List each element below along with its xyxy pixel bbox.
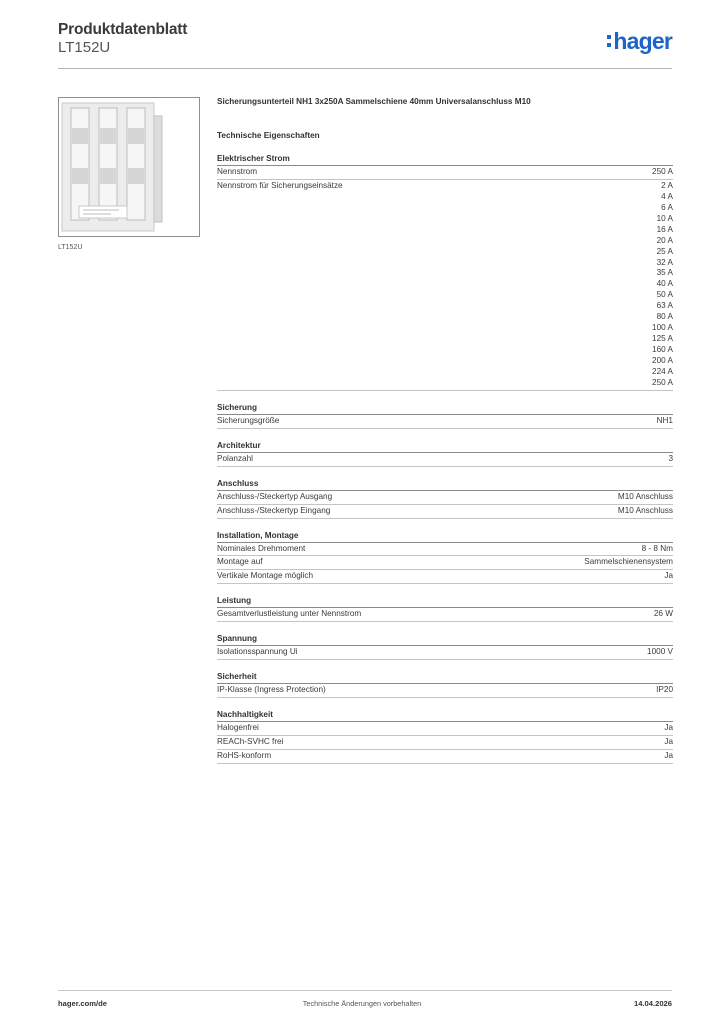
spec-values <box>652 167 673 178</box>
spec-value: 2 A <box>661 180 673 190</box>
spec-value: 26 W <box>653 609 673 619</box>
spec-values <box>652 181 673 389</box>
footer-divider <box>58 990 672 991</box>
spec-value: 16 A <box>656 224 673 234</box>
spec-value: NH1 <box>656 415 673 425</box>
spec-values <box>647 647 673 658</box>
spec-row <box>217 166 673 180</box>
spec-value: 3 <box>668 453 673 463</box>
spec-section <box>217 671 673 698</box>
spec-value: 125 A <box>652 334 673 344</box>
spec-values <box>656 685 673 696</box>
spec-value: M10 Anschluss <box>617 491 673 501</box>
spec-value: 10 A <box>656 213 673 223</box>
spec-values <box>654 609 673 620</box>
image-caption: LT152U <box>58 244 83 251</box>
spec-label: IP-Klasse (Ingress Protection) <box>217 685 326 695</box>
spec-value: 250 A <box>652 377 673 387</box>
spec-values <box>584 557 673 568</box>
spec-row <box>217 722 673 736</box>
spec-value: 8 - 8 Nm <box>641 543 673 553</box>
spec-values <box>664 723 673 734</box>
product-code: LT152U <box>58 39 111 56</box>
spec-row <box>217 646 673 660</box>
section-heading: Spannung <box>217 633 673 646</box>
product-description: Sicherungsunterteil NH1 3x250A Sammelschiene 40mm Universalanschluss M10 <box>217 97 531 106</box>
spec-values <box>668 454 673 465</box>
section-heading: Sicherung <box>217 402 673 415</box>
spec-value: 25 A <box>656 246 673 256</box>
section-heading: Sicherheit <box>217 671 673 684</box>
header-divider <box>58 68 672 69</box>
footer-notice: Technische Änderungen vorbehalten <box>302 999 422 1008</box>
spec-section <box>217 633 673 660</box>
spec-row <box>217 684 673 698</box>
spec-row <box>217 491 673 505</box>
spec-value: 63 A <box>656 301 673 311</box>
spec-values <box>618 506 673 517</box>
spec-label: Gesamtverlustleistung unter Nennstrom <box>217 609 362 619</box>
spec-label: Nennstrom für Sicherungseinsätze <box>217 180 343 190</box>
logo-text: hager <box>613 28 672 54</box>
spec-row <box>217 453 673 467</box>
spec-label: Isolationsspannung Ui <box>217 647 298 657</box>
spec-value: 224 A <box>652 366 673 376</box>
section-heading: Architektur <box>217 440 673 453</box>
product-image <box>58 97 200 237</box>
spec-section <box>217 440 673 467</box>
tech-properties-heading: Technische Eigenschaften <box>217 131 320 140</box>
footer-website: hager.com/de <box>58 999 107 1008</box>
spec-section <box>217 709 673 764</box>
spec-value: Ja <box>664 737 673 747</box>
spec-row <box>217 505 673 519</box>
spec-row <box>217 415 673 429</box>
section-heading: Elektrischer Strom <box>217 153 673 166</box>
spec-label: Nominales Drehmoment <box>217 543 306 553</box>
spec-values <box>642 544 673 555</box>
spec-label: Sicherungsgröße <box>217 415 280 425</box>
spec-values <box>664 571 673 582</box>
spec-value: Sammelschienensystem <box>584 557 673 567</box>
spec-row <box>217 556 673 570</box>
spec-value: 32 A <box>656 257 673 267</box>
spec-value: 35 A <box>656 268 673 278</box>
spec-section <box>217 530 673 585</box>
spec-value: Ja <box>664 751 673 760</box>
spec-value: Ja <box>664 723 673 733</box>
spec-label: Montage auf <box>217 557 263 567</box>
spec-section <box>217 478 673 519</box>
spec-value: 1000 V <box>647 647 673 657</box>
spec-values <box>657 416 673 427</box>
spec-row <box>217 608 673 622</box>
hager-logo <box>607 28 672 54</box>
spec-label: Halogenfrei <box>217 723 259 733</box>
spec-values <box>664 737 673 748</box>
logo-dots-icon <box>607 35 611 47</box>
spec-row <box>217 543 673 557</box>
spec-value: Ja <box>664 571 673 581</box>
spec-value: 200 A <box>652 355 673 365</box>
spec-label: Anschluss-/Steckertyp Eingang <box>217 505 331 515</box>
spec-value: 6 A <box>661 202 673 212</box>
spec-section <box>217 153 673 391</box>
spec-value: 80 A <box>656 312 673 322</box>
spec-sections <box>217 153 673 764</box>
spec-label: REACh-SVHC frei <box>217 737 284 747</box>
spec-value: 100 A <box>652 323 673 333</box>
spec-label: RoHS-konform <box>217 751 272 760</box>
spec-value: 250 A <box>652 167 673 176</box>
spec-value: 50 A <box>656 290 673 300</box>
section-heading: Installation, Montage <box>217 530 673 543</box>
spec-value: 40 A <box>656 279 673 289</box>
section-heading: Nachhaltigkeit <box>217 709 673 722</box>
fuse-base-illustration-icon <box>59 98 199 236</box>
spec-label: Polanzahl <box>217 453 253 463</box>
spec-value: IP20 <box>656 685 673 695</box>
spec-row <box>217 570 673 584</box>
footer-date: 14.04.2026 <box>633 999 672 1008</box>
spec-row <box>217 750 673 764</box>
spec-label: Vertikale Montage möglich <box>217 571 314 581</box>
spec-value: M10 Anschluss <box>617 505 673 515</box>
spec-row <box>217 180 673 391</box>
section-heading: Anschluss <box>217 478 673 491</box>
spec-values <box>664 751 673 762</box>
spec-value: 4 A <box>661 191 673 201</box>
spec-content <box>217 96 673 764</box>
section-heading: Leistung <box>217 595 673 608</box>
spec-label: Anschluss-/Steckertyp Ausgang <box>217 491 333 501</box>
spec-values <box>618 492 673 503</box>
page-title: Produktdatenblatt <box>58 21 188 38</box>
spec-value: 160 A <box>652 345 673 354</box>
spec-label: Nennstrom <box>217 167 258 176</box>
spec-row <box>217 736 673 750</box>
spec-section <box>217 595 673 622</box>
spec-section <box>217 402 673 429</box>
spec-value: 20 A <box>656 235 673 245</box>
